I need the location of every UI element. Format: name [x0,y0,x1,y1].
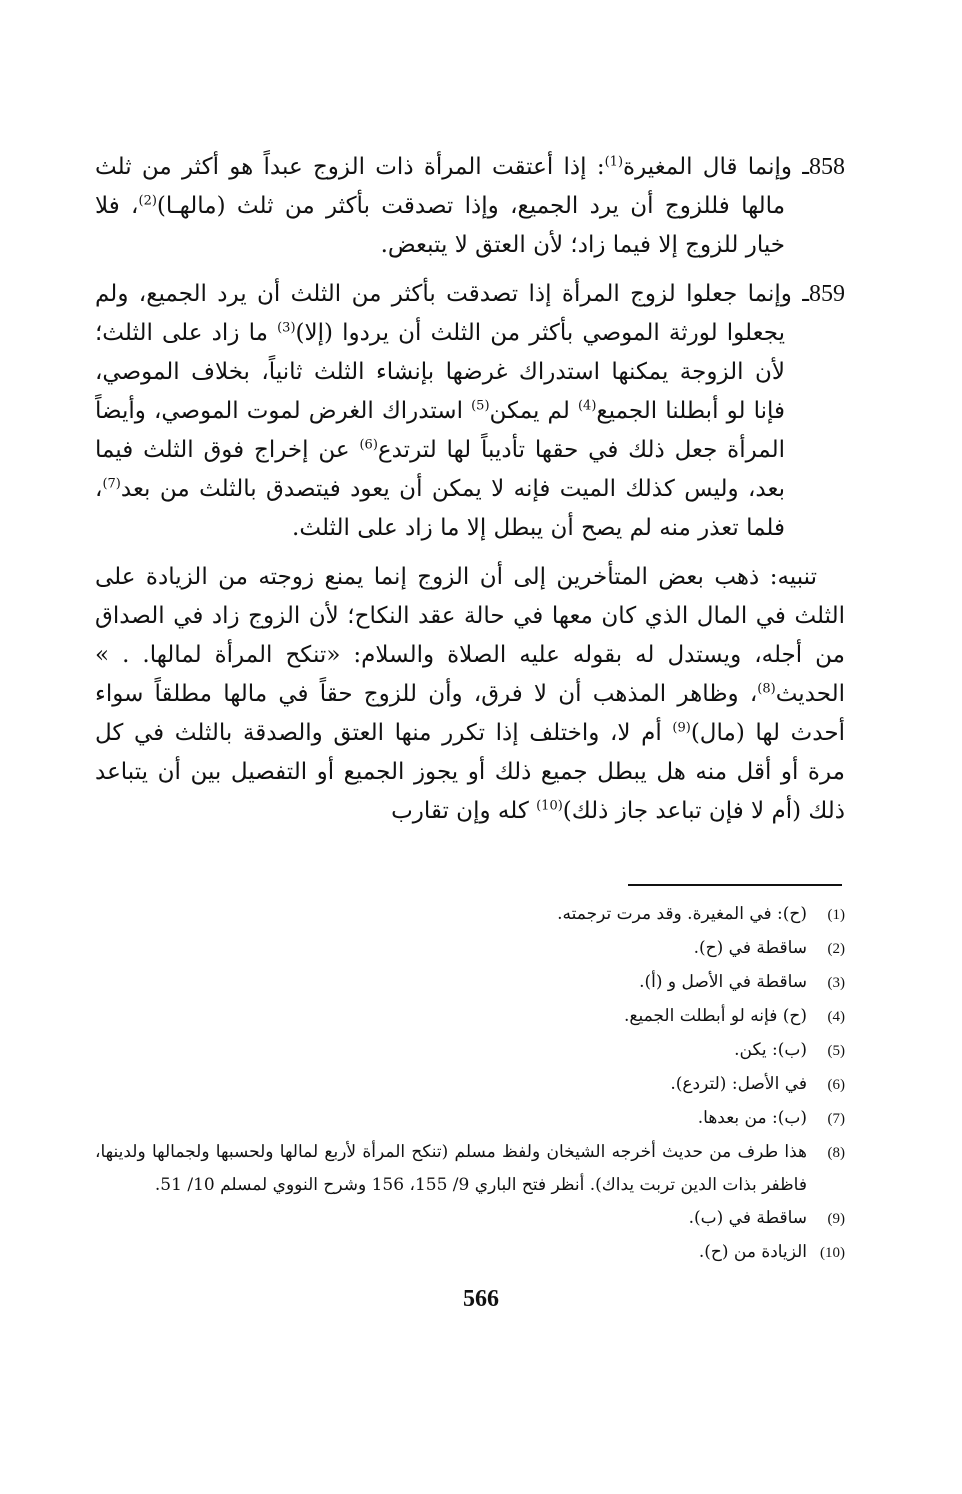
footnote-ref: (10) [536,798,563,814]
footnote-number: (9) [827,1211,845,1227]
footnote-ref: (4) [577,398,597,414]
footnote-1 [95,898,845,932]
footnote-5 [95,1034,845,1068]
footnote-text: الزيادة من (ح). [698,1242,807,1262]
footnote-number: (10) [820,1245,845,1261]
footnote-ref: (7) [102,476,121,492]
footnote-text: (ب): يكن. [734,1040,807,1060]
footnote-text: (ب): من بعدها. [697,1108,807,1128]
note-paragraph [95,558,845,831]
paragraph-text: ـ وإنما جعلوا لزوج المرأة إذا تصدقت بأكثر من الثلث أن يرد الجميع، ولم يجعلوا لورثة الموصي بأكثر من الثلث أن يردوا (إلا) [95,281,809,346]
footnote-6 [95,1068,845,1102]
footnote-text: ساقطة في الأصل و (أ). [639,972,807,992]
footnote-number: (3) [827,975,845,991]
footnote-text: ساقطة في (ب). [688,1208,807,1228]
footnote-8 [95,1136,845,1202]
footnote-ref: (8) [757,681,776,697]
footnote-number: (4) [827,1009,845,1025]
footnote-separator [628,884,842,886]
footnote-10 [95,1236,845,1270]
paragraph-text: : إذا أعتقت المرأة ذات الزوج عبداً هو أكثر من ثلث مالها فللزوج أن يرد الجميع، وإذا تصدقت بأكثر من ثلث (مالهـا) [95,154,786,219]
footnote-ref: (2) [138,193,157,209]
footnotes [95,898,845,1270]
footnote-number: (7) [827,1111,845,1127]
footnote-number: (1) [827,907,845,923]
paragraph-859 [95,275,845,548]
footnote-2 [95,932,845,966]
paragraph-text: ، وظاهر المذهب أن لا فرق، وأن للزوج حقاً في مالها مطلقاً سواء أحدث لها (مال) [95,681,845,746]
paragraph-858 [95,148,845,265]
footnote-ref: (1) [604,154,624,170]
footnote-text: ساقطة في (ح). [693,938,807,958]
main-text [95,148,845,841]
footnote-ref: (6) [359,437,378,453]
footnote-3 [95,966,845,1000]
footnote-number: (6) [827,1077,845,1093]
paragraph-number: 858 [809,154,845,180]
footnote-number: (8) [827,1145,845,1161]
paragraph-text: عن إخراج فوق الثلث فيما بعد، وليس كذلك الميت فإنه لا يمكن أن يعود فيتصدق بالثلث من بعد [95,437,785,502]
footnote-ref: (9) [672,720,691,736]
footnote-text: (ح) فإنه لو أبطلت الجميع. [624,1006,807,1026]
footnote-text: هذا طرف من حديث أخرجه الشيخان ولفظ مسلم (تنكح المرأة لأربع لمالها ولحسبها ولجمالها ولدينها، فاظفر بذات الدين تربت يداك). أنظر فتح الباري 9/ 155، 156 وشرح النووي لمسلم 10/ 51. [95,1142,807,1195]
paragraph-text: أم لا، واختلف إذا تكرر منها العتق والصدقة بالثلث في كل مرة أو أقل منه هل يبطل جميع ذلك أو يجوز الجميع أو التفصيل بين أن يتباعد ذلك (أم لا فإن تباعد جاز ذلك) [95,720,845,824]
footnote-ref: (3) [277,320,296,336]
footnote-number: (2) [827,941,845,957]
footnote-9 [95,1202,845,1236]
paragraph-text: لم يمكن [489,398,578,424]
footnote-number: (5) [827,1043,845,1059]
footnote-ref: (5) [471,398,490,414]
paragraph-number: 859 [809,281,845,307]
paragraph-text: ، فلما تعذر منه لم يصح أن يبطل إلا ما زاد على الثلث. [95,476,785,541]
paragraph-text: ـ وإنما قال المغيرة [623,154,809,180]
paragraph-text: تنبيه: ذهب بعض المتأخرين إلى أن الزوج إنما يمنع زوجته من الزيادة على الثلث في المال الذي كان معها في حالة عقد النكاح؛ لأن الزوج زاد في الصداق من أجله، ويستدل له بقوله عليه الصلاة والسلام: «تنكح المرأة لمالها. . » الحديث [95,564,845,707]
paragraph-text: ما زاد على الثلث؛ لأن الزوجة يمكنها استدراك غرضها بإنشاء الثلث ثانياً، بخلاف الموصي، فإنا لو أبطلنا الجميع [95,320,785,424]
footnote-text: (ح): في المغيرة. وقد مرت ترجمته. [557,904,807,924]
footnote-7 [95,1102,845,1136]
footnote-text: في الأصل: (لتردع). [670,1074,807,1094]
paragraph-text: كله وإن تقارب [391,798,537,824]
footnote-4 [95,1000,845,1034]
paragraph-text: استدراك الغرض لموت الموصي، وأيضاً المرأة جعل ذلك في حقها تأديباً لها لترتدع [95,398,786,463]
page-number: 566 [463,1286,499,1312]
paragraph-text: ، فلا خيار للزوج إلا فيما زاد؛ لأن العتق لا يتبعض. [95,193,785,258]
